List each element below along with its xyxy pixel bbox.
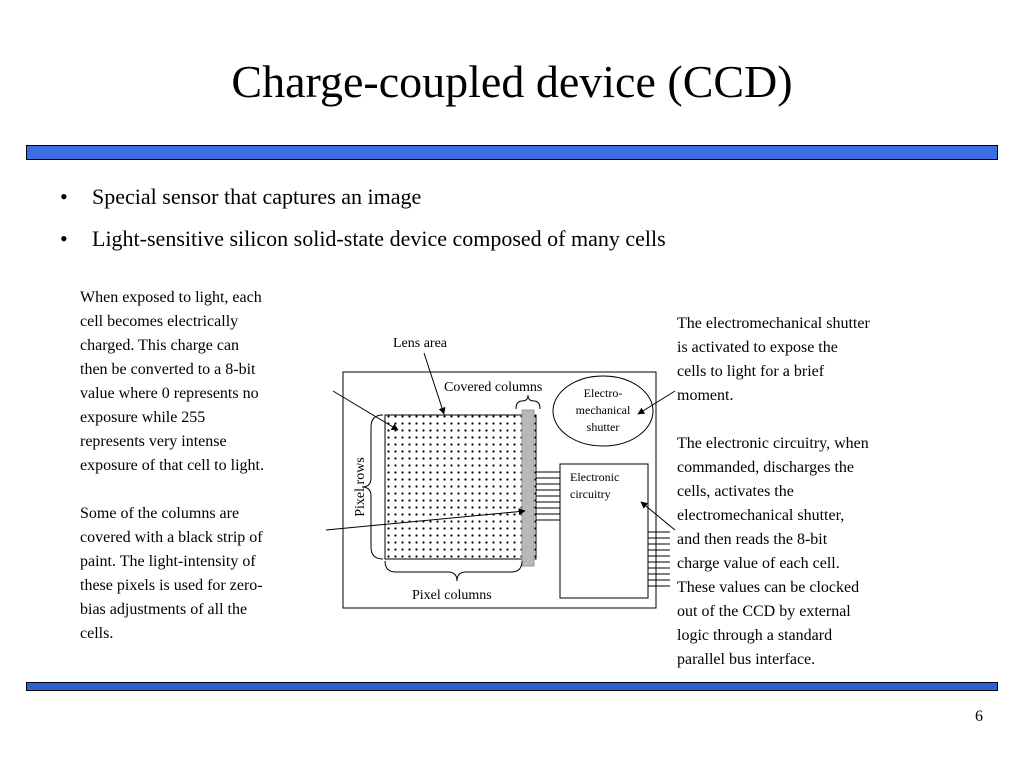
electronic-circuitry-box [560,464,648,598]
bullet-symbol: • [60,184,68,209]
circuitry-label-line2: circuitry [570,487,611,501]
covered-columns-brace [516,395,540,409]
covered-columns-label: Covered columns [444,380,543,395]
slide-title: Charge-coupled device (CCD) [231,56,793,107]
pixel-columns-label: Pixel columns [412,588,492,603]
circuitry-label-line1: Electronic [570,470,620,484]
pixel-columns-brace [385,561,522,581]
page-number: 6 [975,708,983,725]
array-bus-lines [536,472,560,520]
lens-area-arrow [424,353,444,414]
bottom-divider-bar [26,682,998,691]
lens-area-label: Lens area [393,336,448,351]
pixel-rows-label: Pixel rows [353,457,368,517]
bullet-text: Light-sensitive silicon solid-state device composed of many cells [92,226,666,251]
bullet-symbol: • [60,226,68,251]
output-bus-lines [648,532,670,586]
shutter-label-line1: Electro- [583,386,623,400]
shutter-label-line3: shutter [586,420,620,434]
left-explanation-text: When exposed to light, each cell becomes electrically charged. This charge can then be converted to a 8-bit value where 0 represents no exposure while 255 represents very intense exposure of that cell to light. Some of the columns are covered with a black strip of paint. The light-intensity of these pixels is used for zero- bias adjustments of all the cells. [80,289,264,642]
bullet-text: Special sensor that captures an image [92,184,422,209]
shutter-label-line2: mechanical [575,403,631,417]
covered-columns-strip [522,410,534,566]
pixel-array [385,415,536,559]
right-explanation-text: The electromechanical shutter is activated to expose the cells to light for a brief moment. The electronic circuitry, when commanded, discharges the cells, activates the electromechanical shutter, and then reads the 8-bit charge value of each cell. These values can be clocked out of the CCD by external logic through a standard parallel bus interface. [677,315,870,668]
